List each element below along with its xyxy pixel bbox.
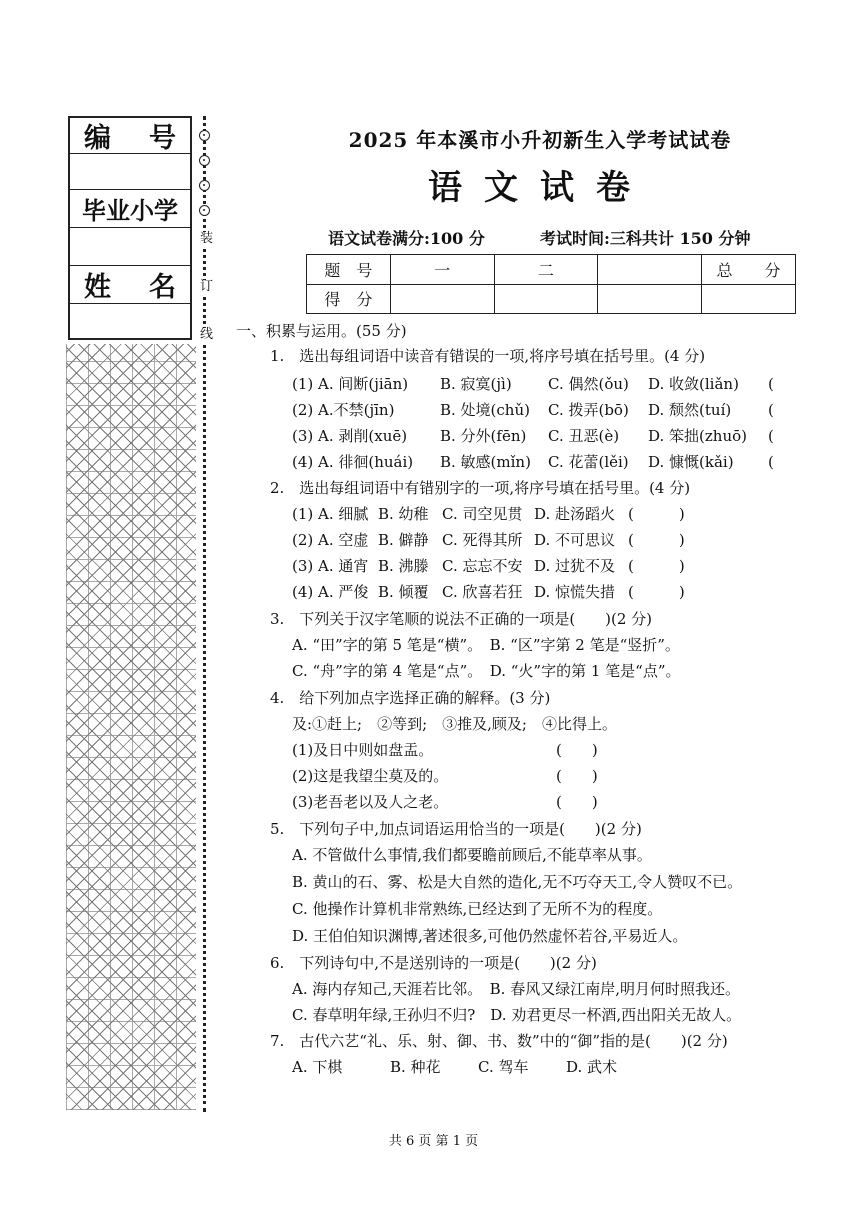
number-label: 编 号 [84, 123, 176, 154]
score-table-cell: 一 [390, 255, 494, 285]
q5-option-a: A. 不管做什么事情,我们都要瞻前顾后,不能草率从事。 [292, 846, 652, 864]
full-score: 语文试卷满分:100 分 [328, 229, 485, 248]
score-input-cell[interactable] [598, 284, 702, 314]
binding-cut-line [203, 116, 206, 1112]
q7-option-a: A. 下棋 [292, 1058, 343, 1076]
q2-row2-paren[interactable]: ( ) [628, 531, 685, 549]
q4-stem: 4. 给下列加点字选择正确的解释。(3 分) [270, 689, 551, 707]
score-table-header-row [307, 255, 796, 285]
q4-item-2: (2)这是我望尘莫及的。 [292, 767, 449, 785]
exam-subtitle: 语文试卷 [428, 168, 652, 208]
binding-hole-icon [199, 205, 210, 216]
q2-row1-d: D. 赴汤蹈火 [534, 505, 616, 523]
q7-option-b: B. 种花 [390, 1058, 441, 1076]
q2-row4-d: D. 惊慌失措 [534, 583, 616, 601]
q1-row3-b: B. 分外(fēn) [440, 427, 527, 445]
q1-row3-a: (3) A. 剥削(xuē) [292, 427, 408, 445]
q4-item-3: (3)老吾老以及人之老。 [292, 793, 449, 811]
q1-row1-b: B. 寂寞(jì) [440, 375, 512, 393]
q7-option-d: D. 武术 [566, 1058, 618, 1076]
page-footer: 共 6 页 第 1 页 [388, 1134, 479, 1149]
q3-stem: 3. 下列关于汉字笔顺的说法不正确的一项是( )(2 分) [270, 610, 653, 628]
q1-row1-c: C. 偶然(ǒu) [548, 375, 629, 393]
section-1-title: 一、积累与运用。(55 分) [236, 322, 407, 340]
q2-row2-c: C. 死得其所 [442, 531, 523, 549]
score-table-cell: 得 分 [307, 284, 391, 314]
q2-row4-paren[interactable]: ( ) [628, 583, 685, 601]
q1-row4-d: D. 慷慨(kǎi) [648, 453, 734, 471]
q5-option-b: B. 黄山的石、雾、松是大自然的造化,无不巧夺天工,令人赞叹不已。 [292, 873, 743, 891]
q4-item-3-paren[interactable]: ( ) [556, 793, 598, 811]
q2-row4-c: C. 欣喜若狂 [442, 583, 523, 601]
binding-hole-icon [199, 130, 210, 141]
binding-hole-icon [199, 180, 210, 191]
score-table-cell: 总 分 [702, 255, 796, 285]
q2-row2-d: D. 不可思议 [534, 531, 616, 549]
number-blank[interactable] [70, 154, 190, 190]
q1-row2-a: (2) A.不禁(jīn) [292, 401, 395, 419]
q1-row4-paren[interactable]: ( [768, 453, 774, 471]
score-input-cell[interactable] [390, 284, 494, 314]
q1-row2-c: C. 拨弄(bō) [548, 401, 629, 419]
q2-row4-b: B. 倾覆 [378, 583, 429, 601]
q3-options-cd: C. “舟”字的第 4 笔是“点”。 D. “火”字的第 1 笔是“点”。 [292, 662, 681, 680]
cut-label-zhuang: 装 [200, 231, 214, 246]
q5-option-d: D. 王伯伯知识渊博,著述很多,可他仍然虚怀若谷,平易近人。 [292, 927, 688, 945]
school-blank[interactable] [70, 228, 190, 266]
name-blank[interactable] [70, 304, 190, 338]
exam-title: 2025 年本溪市小升初新生入学考试试卷 [348, 128, 732, 152]
q2-row4-a: (4) A. 严俊 [292, 583, 369, 601]
q1-stem: 1. 选出每组词语中读音有错误的一项,将序号填在括号里。(4 分) [270, 347, 706, 365]
q1-row2-b: B. 处境(chǔ) [440, 401, 530, 419]
q2-row1-a: (1) A. 细腻 [292, 505, 369, 523]
q1-row4-a: (4) A. 徘徊(huái) [292, 453, 414, 471]
q2-row1-b: B. 幼稚 [378, 505, 429, 523]
q3-options-ab: A. “田”字的第 5 笔是“横”。 B. “区”字第 2 笔是“竖折”。 [292, 636, 680, 654]
q1-row1-paren[interactable]: ( [768, 375, 774, 393]
q1-row3-c: C. 丑恶(è) [548, 427, 620, 445]
hatch-pattern [66, 344, 196, 1110]
q1-row2-d: D. 颓然(tuí) [648, 401, 732, 419]
q7-stem: 7. 古代六艺“礼、乐、射、御、书、数”中的“御”指的是( )(2 分) [270, 1032, 728, 1050]
q2-stem: 2. 选出每组词语中有错别字的一项,将序号填在括号里。(4 分) [270, 479, 691, 497]
q1-row3-d: D. 笨拙(zhuō) [648, 427, 747, 445]
school-label: 毕业小学 [70, 190, 190, 228]
number-field[interactable] [70, 118, 190, 154]
binding-hole-icon [199, 155, 210, 166]
score-input-cell[interactable] [494, 284, 598, 314]
q4-item-2-paren[interactable]: ( ) [556, 767, 598, 785]
q6-options-cd: C. 春草明年绿,王孙归不归? D. 劝君更尽一杯酒,西出阳关无故人。 [292, 1006, 742, 1024]
q1-row2-paren[interactable]: ( [768, 401, 774, 419]
name-label: 姓 名 [84, 272, 176, 303]
score-table-cell: 题 号 [307, 255, 391, 285]
q4-item-1-paren[interactable]: ( ) [556, 741, 598, 759]
score-input-cell[interactable] [702, 284, 796, 314]
exam-time: 考试时间:三科共计 150 分钟 [540, 229, 751, 248]
q2-row2-b: B. 僻静 [378, 531, 429, 549]
q1-row3-paren[interactable]: ( [768, 427, 774, 445]
score-table-score-row [307, 284, 796, 314]
q1-row1-d: D. 收敛(liǎn) [648, 375, 739, 393]
q5-option-c: C. 他操作计算机非常熟练,已经达到了无所不为的程度。 [292, 900, 663, 918]
q2-row3-paren[interactable]: ( ) [628, 557, 685, 575]
cut-label-xian: 线 [200, 327, 214, 342]
q6-stem: 6. 下列诗句中,不是送别诗的一项是( )(2 分) [270, 954, 597, 972]
q1-row4-b: B. 敏感(mǐn) [440, 453, 531, 471]
q2-row1-c: C. 司空见贯 [442, 505, 523, 523]
q2-row3-b: B. 沸滕 [378, 557, 429, 575]
score-table-cell: 二 [494, 255, 598, 285]
q7-option-c: C. 驾车 [478, 1058, 529, 1076]
student-info-box [68, 116, 192, 340]
cut-label-ding: 订 [200, 279, 214, 294]
q2-row3-c: C. 忘忘不安 [442, 557, 523, 575]
name-field[interactable] [70, 266, 190, 304]
q2-row3-a: (3) A. 通宵 [292, 557, 369, 575]
q2-row3-d: D. 过犹不及 [534, 557, 616, 575]
q4-definitions: 及:①赶上; ②等到; ③推及,顾及; ④比得上。 [292, 715, 617, 733]
score-table [306, 254, 796, 314]
score-table-cell [598, 255, 702, 285]
q5-stem: 5. 下列句子中,加点词语运用恰当的一项是( )(2 分) [270, 820, 642, 838]
q1-row1-a: (1) A. 间断(jiān) [292, 375, 409, 393]
q1-row4-c: C. 花蕾(lěi) [548, 453, 629, 471]
q6-options-ab: A. 海内存知己,天涯若比邻。 B. 春风又绿江南岸,明月何时照我还。 [292, 980, 740, 998]
q2-row1-paren[interactable]: ( ) [628, 505, 685, 523]
q4-item-1: (1)及日中则如盘盂。 [292, 741, 434, 759]
q2-row2-a: (2) A. 空虚 [292, 531, 369, 549]
